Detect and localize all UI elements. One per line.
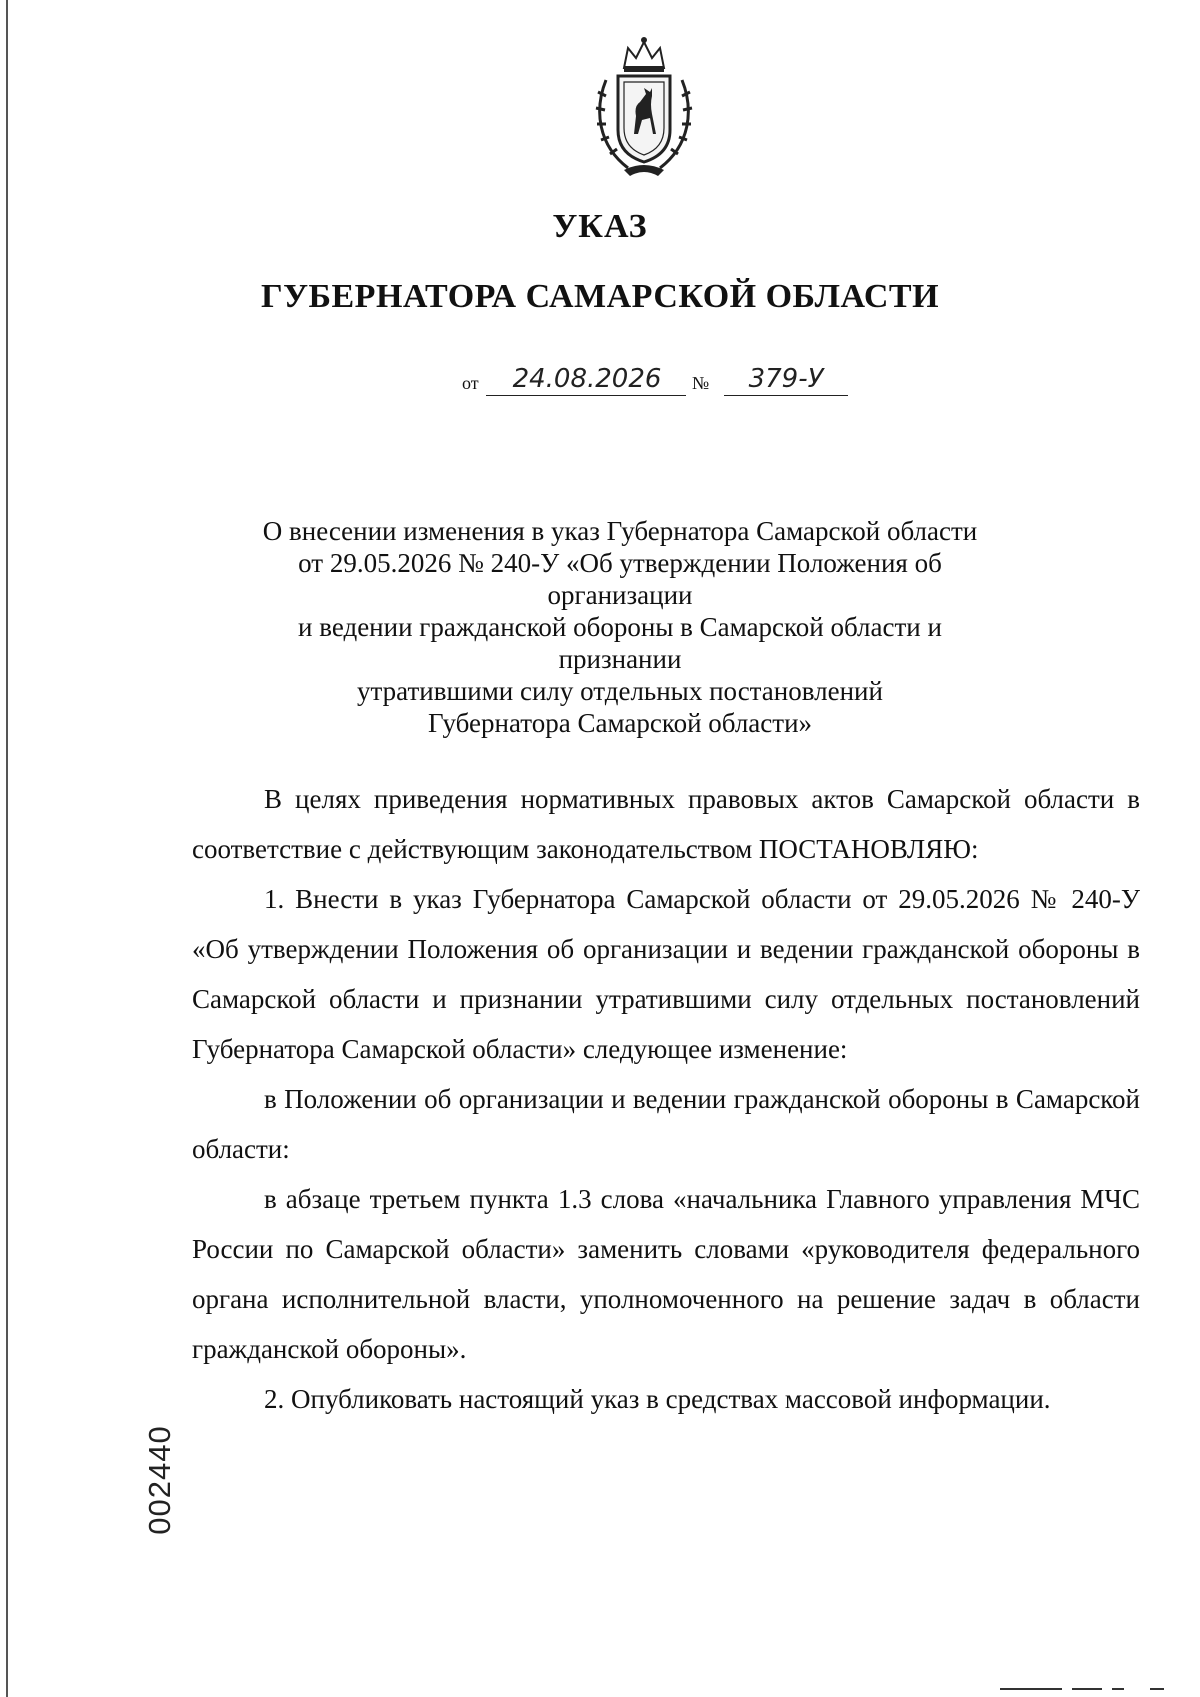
body-paragraph-preamble: В целях приведения нормативных правовых актов Самарской области в соответствие с действующим законодательством ПОСТАНОВЛЯЮ: bbox=[192, 784, 1140, 864]
handwritten-date: 24.08.2026 bbox=[512, 364, 662, 394]
footer-marks bbox=[1000, 1688, 1200, 1692]
body-paragraph-item-2: 2. Опубликовать настоящий указ в средствах массовой информации. bbox=[264, 1384, 1051, 1414]
document-body bbox=[192, 774, 1140, 1424]
number-underline bbox=[724, 395, 848, 396]
body-paragraph-item-1: 1. Внести в указ Губернатора Самарской области от 29.05.2026 № 240-У «Об утверждении Положения об организации и ведении гражданской обороны в Самарской области и признании утратившими силу отдельных постановлений Губернатора Самарской области» следующее изменение: bbox=[192, 884, 1140, 1064]
date-underline bbox=[486, 395, 686, 396]
date-prefix-label: от bbox=[462, 373, 479, 393]
handwritten-number: 379-У bbox=[748, 364, 824, 394]
body-paragraph-amendment-scope: в Положении об организации и ведении гражданской обороны в Самарской области: bbox=[192, 1084, 1140, 1164]
subject-line: от 29.05.2026 № 240-У «Об утверждении Положения об организации bbox=[298, 548, 942, 610]
side-registration-number: 002440 bbox=[142, 1425, 177, 1535]
document-subject bbox=[240, 515, 1000, 739]
page-left-border bbox=[6, 0, 8, 1697]
body-paragraph-amendment-text: в абзаце третьем пункта 1.3 слова «начальника Главного управления МЧС России по Самарской области» заменить словами «руководителя федерального органа исполнительной власти, уполномоченного на решение задач в области гражданской обороны». bbox=[192, 1184, 1140, 1364]
subject-line: Губернатора Самарской области» bbox=[427, 708, 813, 738]
issuing-authority-title: ГУБЕРНАТОРА САМАРСКОЙ ОБЛАСТИ bbox=[260, 278, 940, 315]
subject-line: утратившими силу отдельных постановлений bbox=[357, 676, 883, 706]
subject-line: О внесении изменения в указ Губернатора Самарской области bbox=[262, 516, 978, 546]
date-number-line bbox=[462, 360, 852, 400]
document-type-title: УКАЗ bbox=[552, 208, 648, 245]
samara-coat-of-arms-icon bbox=[584, 30, 704, 180]
subject-line: и ведении гражданской обороны в Самарской области и признании bbox=[298, 612, 942, 674]
number-prefix-label: № bbox=[692, 373, 710, 393]
